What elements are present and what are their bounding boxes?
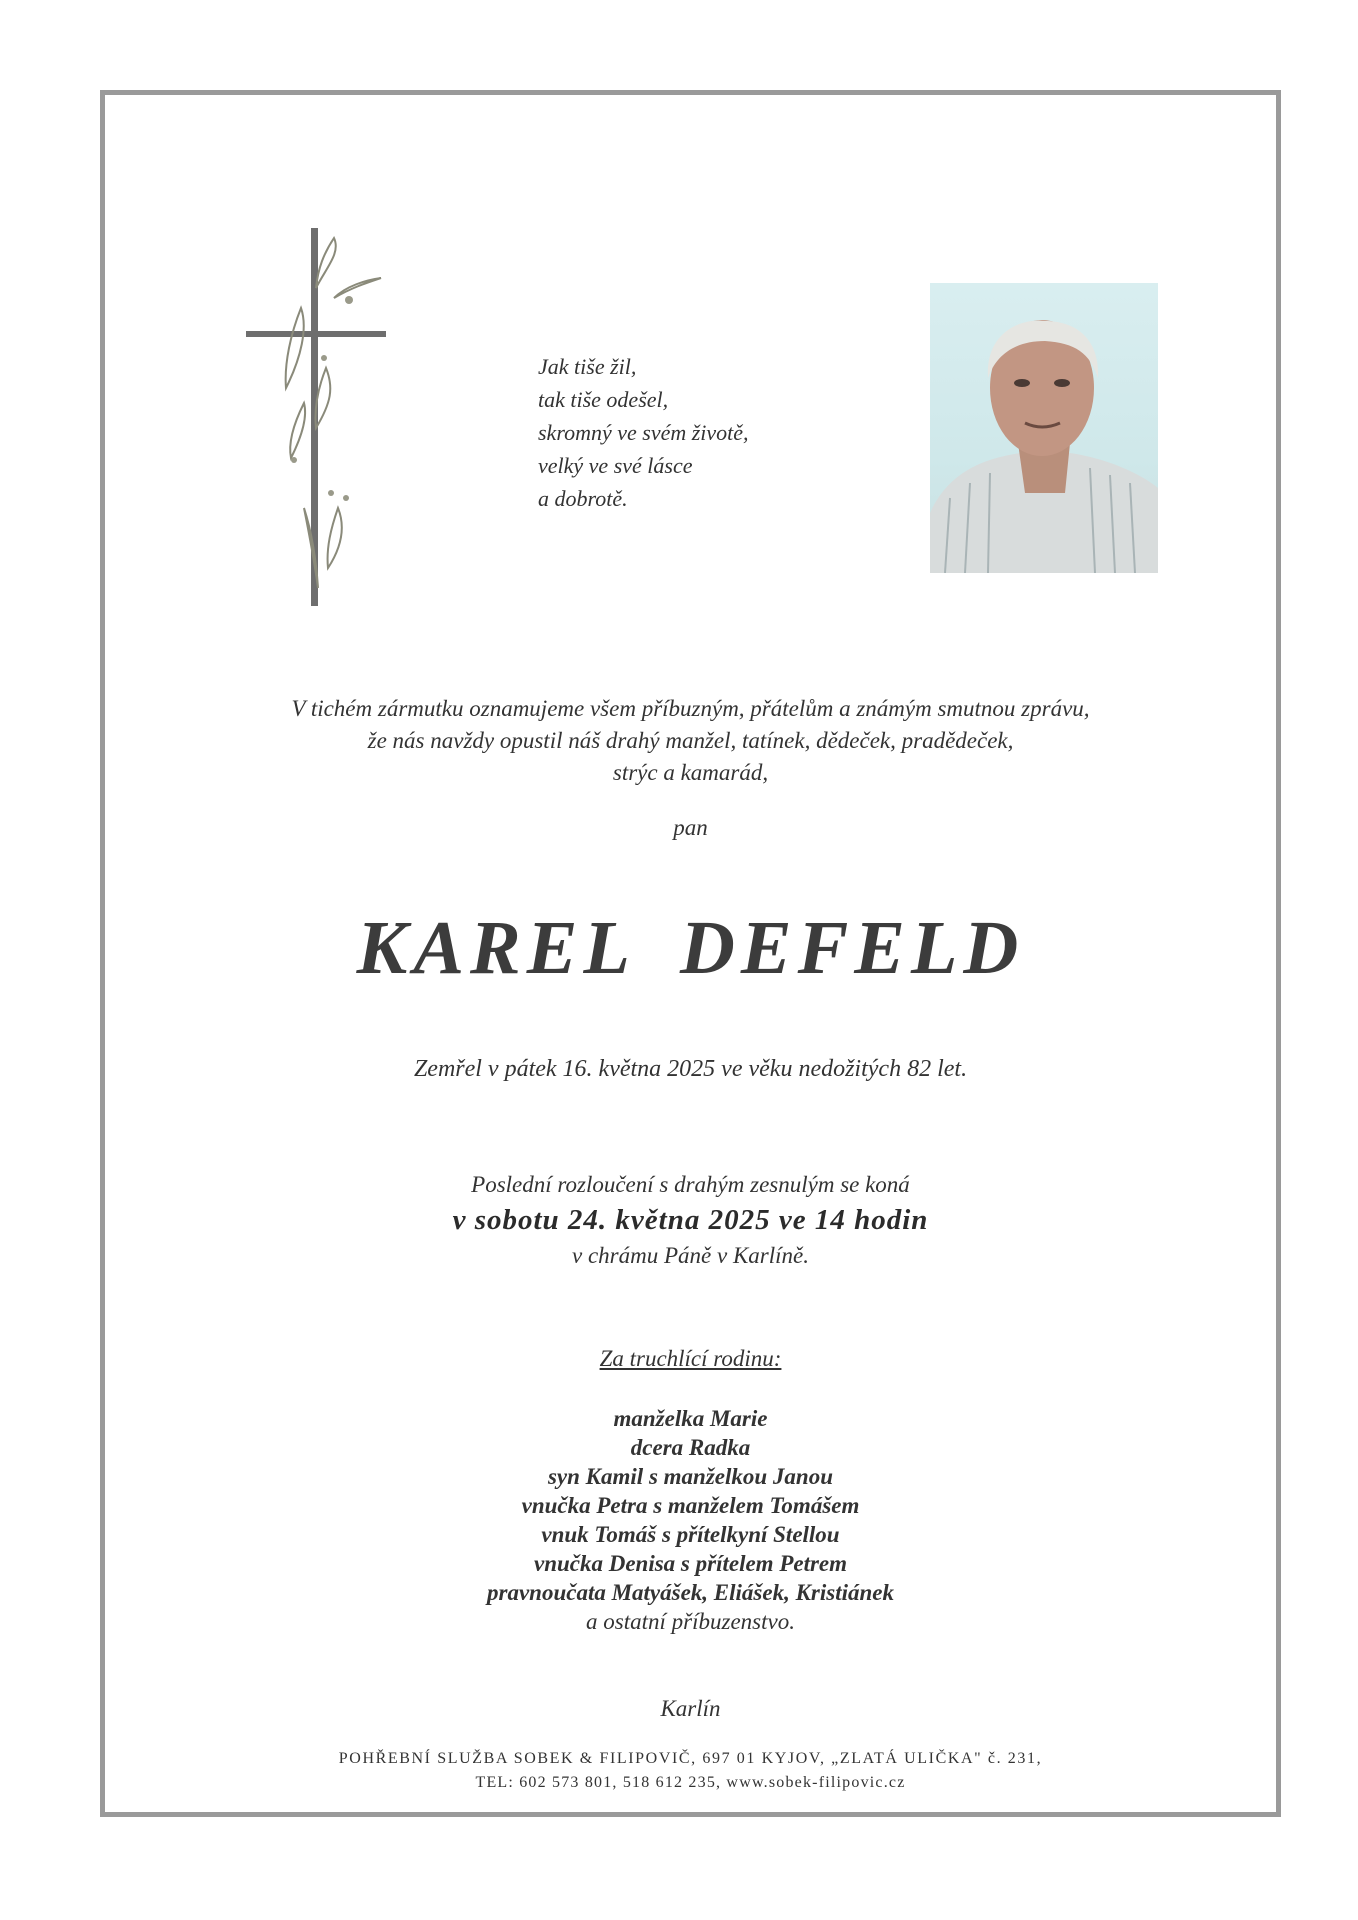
cross-with-leaves-icon	[246, 228, 396, 606]
farewell-date: v sobotu 24. května 2025 ve 14 hodin	[452, 1204, 929, 1236]
farewell-place: v chrámu Páně v Karlíně.	[572, 1243, 809, 1268]
announcement-line: že nás navždy opustil náš drahý manžel, tatínek, dědeček, pradědeček,	[367, 728, 1014, 753]
announcement-line: V tichém zármutku oznamujeme všem příbuzným, přátelům a známým smutnou zprávu,	[291, 696, 1090, 721]
death-info: Zemřel v pátek 16. května 2025 ve věku nedožitých 82 let.	[413, 1056, 968, 1082]
town: Karlín	[660, 1696, 721, 1721]
poem-line: skromný ve svém životě,	[538, 420, 749, 445]
poem-line: tak tiše odešel,	[538, 387, 669, 412]
farewell-intro: Poslední rozloučení s drahým zesnulým se koná	[471, 1172, 910, 1197]
deceased-name: KAREL DEFELD	[356, 906, 1025, 990]
family-member: vnuk Tomáš s přítelkyní Stellou	[541, 1522, 840, 1547]
family-member: manželka Marie	[613, 1406, 768, 1431]
title-pan: pan	[673, 815, 708, 840]
poem-line: velký ve své lásce	[538, 453, 693, 478]
poem-line: Jak tiše žil,	[538, 354, 637, 379]
announcement-text	[100, 693, 1281, 789]
poem-line: a dobrotě.	[538, 486, 628, 511]
family-member: vnučka Denisa s přítelem Petrem	[533, 1551, 848, 1576]
family-list	[100, 1404, 1281, 1607]
portrait-photo	[930, 283, 1158, 573]
funeral-service-contact: TEL: 602 573 801, 518 612 235, www.sobek-filipovic.cz	[475, 1774, 906, 1791]
family-member: syn Kamil s manželkou Janou	[547, 1464, 834, 1489]
other-relatives: a ostatní příbuzenstvo.	[586, 1609, 795, 1634]
family-member: dcera Radka	[630, 1435, 751, 1460]
family-member: pravnoučata Matyášek, Eliášek, Kristiánek	[487, 1580, 894, 1605]
family-heading: Za truchlící rodinu:	[599, 1346, 782, 1371]
family-member: vnučka Petra s manželem Tomášem	[521, 1493, 860, 1518]
announcement-line: strýc a kamarád,	[612, 760, 769, 785]
poem	[538, 350, 858, 515]
funeral-service-address: POHŘEBNÍ SLUŽBA SOBEK & FILIPOVIČ, 697 01 KYJOV, „ZLATÁ ULIČKA" č. 231,	[338, 1750, 1043, 1767]
